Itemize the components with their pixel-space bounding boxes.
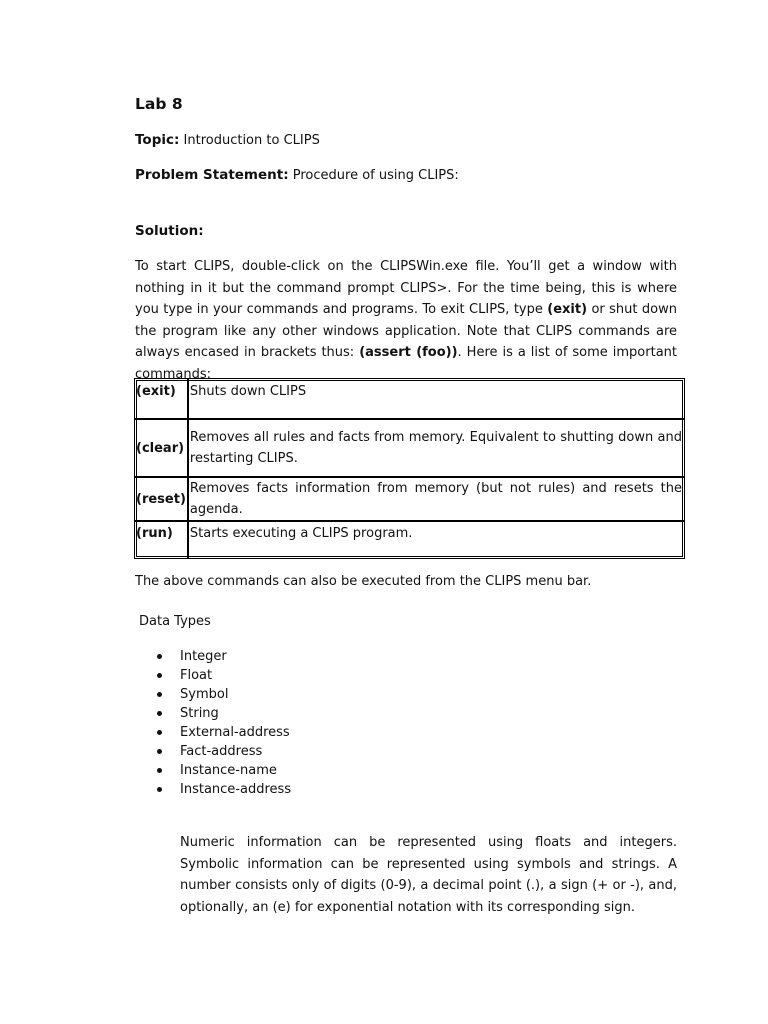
solution-heading-line	[135, 223, 204, 239]
list-item	[157, 666, 291, 685]
description-cell: Shuts down CLIPS	[189, 379, 684, 420]
list-item-label: Symbol	[180, 687, 229, 702]
intro-paragraph	[135, 256, 677, 385]
intro-text-2: or shut down the program like any other windows application. Note that CLIPS commands are always encased in brackets thus:	[135, 302, 677, 360]
list-item-label: String	[180, 706, 219, 721]
list-item	[157, 723, 291, 742]
table-row	[135, 420, 684, 478]
problem-statement-value: Procedure of using CLIPS:	[292, 168, 459, 183]
list-item	[157, 780, 291, 799]
list-item	[157, 647, 291, 666]
bullet-icon	[157, 673, 162, 678]
list-item-label: External-address	[180, 725, 290, 740]
problem-statement-label: Problem Statement:	[135, 167, 289, 183]
problem-statement-line	[135, 167, 459, 183]
data-types-heading: Data Types	[139, 614, 211, 629]
assert-command-inline: (assert (foo))	[359, 345, 458, 360]
exit-command-inline: (exit)	[547, 302, 588, 317]
list-item-label: Instance-address	[180, 782, 292, 797]
description-cell: Starts executing a CLIPS program.	[189, 526, 413, 541]
table-row	[135, 379, 684, 420]
description-cell: Removes all rules and facts from memory. Equivalent to shutting down and restarting CLIPS.	[189, 420, 684, 478]
bullet-icon	[157, 787, 162, 792]
numeric-info-paragraph: Numeric information can be represented using floats and integers. Symbolic information can be represented using symbols and strings. A number consists only of digits (0-9), a decimal point (.), a sign (+ or -), and, optionally, an (e) for exponential notation with its corresponding sign.	[180, 835, 677, 915]
command-cell: (run)	[135, 522, 189, 558]
bullet-icon	[157, 749, 162, 754]
command-cell: (exit)	[135, 379, 189, 420]
bullet-icon	[157, 711, 162, 716]
table-row	[135, 478, 684, 522]
topic-line	[135, 132, 320, 148]
commands-table	[134, 378, 685, 559]
list-item	[157, 685, 291, 704]
table-row	[135, 522, 684, 558]
bullet-icon	[157, 692, 162, 697]
solution-heading: Solution:	[135, 223, 204, 239]
list-item	[157, 704, 291, 723]
bullet-icon	[157, 654, 162, 659]
topic-value: Introduction to CLIPS	[183, 133, 320, 148]
intro-text-3: . Here is a list of some important commands:	[135, 345, 678, 382]
list-item-label: Fact-address	[180, 744, 263, 759]
list-item-label: Instance-name	[180, 763, 277, 778]
bullet-icon	[157, 768, 162, 773]
list-item-label: Float	[180, 668, 213, 683]
command-cell: (clear)	[135, 420, 189, 478]
list-item	[157, 742, 291, 761]
bullet-icon	[157, 730, 162, 735]
intro-text-1: To start CLIPS, double-click on the CLIPSWin.exe file. You’ll get a window with nothing in it but the command prompt CLIPS>. For the time being, this is where you type in your commands and programs. To exit CLIPS, type	[135, 259, 677, 317]
command-cell: (reset)	[135, 478, 189, 522]
data-types-list	[157, 647, 291, 799]
list-item-label: Integer	[180, 649, 227, 664]
description-cell: Removes facts information from memory (but not rules) and resets the agenda.	[189, 478, 684, 522]
page-title: Lab 8	[135, 95, 183, 113]
topic-label: Topic:	[135, 132, 180, 148]
list-item	[157, 761, 291, 780]
menu-note: The above commands can also be executed from the CLIPS menu bar.	[135, 574, 592, 589]
